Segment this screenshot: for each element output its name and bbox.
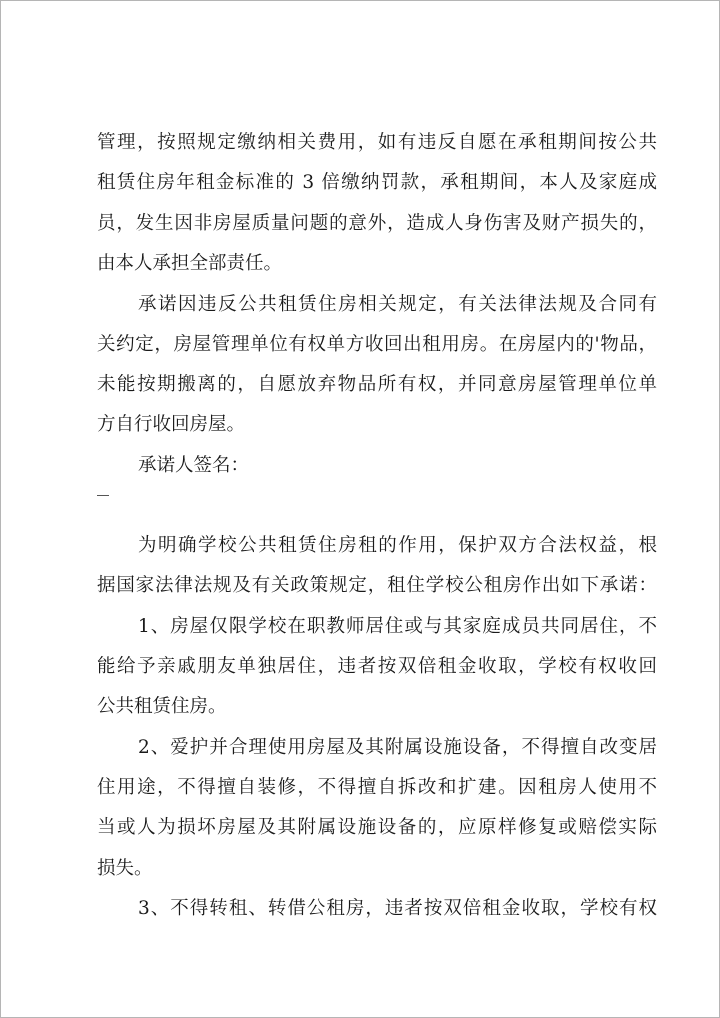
paragraph-line: 据国家法律法规及有关政策规定，租住学校公租房作出如下承诺： (97, 575, 657, 596)
list-item-line: 损失。 (97, 858, 153, 879)
list-item-line: 2、爱护并合理使用房屋及其附属设施设备，不得擅自改变居 (138, 737, 657, 758)
paragraph-line: 为明确学校公共租赁住房租的作用，保护双方合法权益，根 (138, 535, 657, 556)
paragraph-line: 员，发生因非房屋质量问题的意外，造成人身伤害及财产损失的， (97, 213, 657, 234)
list-item-line: 1、房屋仅限学校在职教师居住或与其家庭成员共同居住，不 (138, 616, 657, 637)
list-item-line: 住用途，不得擅自装修，不得擅自拆改和扩建。因租房人使用不 (97, 777, 657, 798)
paragraph-line: 租赁住房年租金标准的 3 倍缴纳罚款，承租期间，本人及家庭成 (97, 172, 657, 193)
paragraph-line: 由本人承担全部责任。 (97, 253, 283, 274)
list-item-line: 3、不得转租、转借公租房，违者按双倍租金收取，学校有权 (138, 898, 657, 919)
paragraph-line: 方自行收回房屋。 (97, 414, 246, 435)
paragraph-line: 关约定，房屋管理单位有权单方收回出租用房。在房屋内的'物品， (97, 334, 657, 355)
list-item-line: 公共租赁住房。 (97, 696, 227, 717)
list-item-line: 能给予亲戚朋友单独居住，违者按双倍租金收取，学校有权收回 (97, 656, 657, 677)
paragraph-line: 未能按期搬离的，自愿放弃物品所有权，并同意房屋管理单位单 (97, 374, 657, 395)
paragraph-line: 管理，按照规定缴纳相关费用，如有违反自愿在承租期间按公共 (97, 132, 657, 153)
section-separator (97, 495, 109, 496)
list-item-line: 当或人为损坏房屋及其附属设施设备的，应原样修复或赔偿实际 (97, 817, 657, 838)
paragraph-line: 承诺因违反公共租赁住房相关规定，有关法律法规及合同有 (138, 294, 657, 315)
signature-label: 承诺人签名： (138, 455, 250, 476)
